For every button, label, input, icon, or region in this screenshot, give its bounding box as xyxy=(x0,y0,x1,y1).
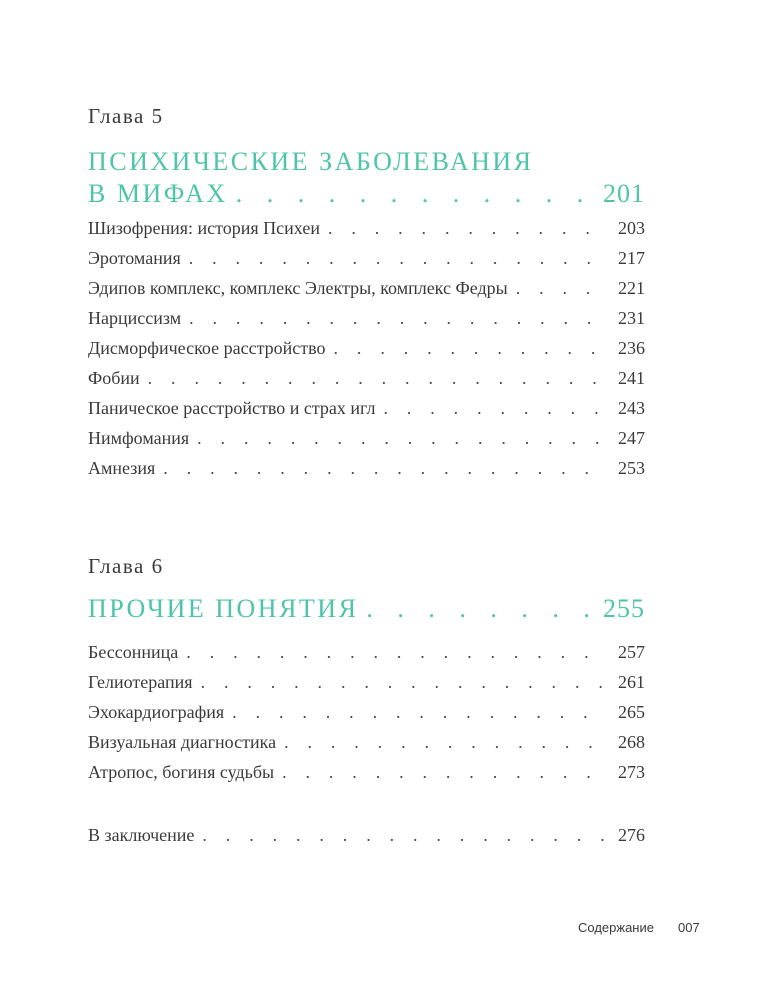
toc-entry-page: 268 xyxy=(618,732,645,752)
toc-entry-text: Паническое расстройство и страх игл xyxy=(88,398,376,418)
toc-entry-page: 253 xyxy=(618,458,645,478)
chapter-5-page-number: 201 xyxy=(603,179,645,208)
toc-entry-page: 243 xyxy=(618,398,645,418)
toc-entry-page: 276 xyxy=(618,825,645,845)
chapter-5-title-text-2: В МИФАХ xyxy=(88,179,228,208)
toc-entry-page: 241 xyxy=(618,368,645,388)
toc-entry-page: 273 xyxy=(618,762,645,782)
chapter-5-title-text-1: ПСИХИЧЕСКИЕ ЗАБОЛЕВАНИЯ xyxy=(88,147,534,176)
chapter-5-title-line2 xyxy=(88,178,645,210)
toc-entry-narcissism[interactable] xyxy=(88,307,645,329)
footer-page-number: 007 xyxy=(677,920,700,935)
toc-entry-dysmorphic-disorder[interactable] xyxy=(88,337,645,359)
chapter-6-page-number: 255 xyxy=(603,594,645,623)
dot-leader xyxy=(197,427,607,449)
dot-leader xyxy=(366,593,599,625)
toc-entry-text: Гелиотерапия xyxy=(88,672,193,692)
toc-entry-page: 236 xyxy=(618,338,645,358)
toc-entry-heliotherapy[interactable] xyxy=(88,671,645,693)
dot-leader xyxy=(334,337,607,359)
dot-leader xyxy=(189,307,607,329)
toc-entry-text: Визуальная диагностика xyxy=(88,732,277,752)
toc-entry-page: 265 xyxy=(618,702,645,722)
dot-leader xyxy=(284,731,607,753)
toc-entry-schizophrenia[interactable] xyxy=(88,217,645,239)
toc-entry-text: Нимфомания xyxy=(88,428,190,448)
toc-entry-text: Бессонница xyxy=(88,642,179,662)
chapter-5-title[interactable] xyxy=(88,146,645,210)
dot-leader xyxy=(189,247,607,269)
toc-entry-text: Эдипов комплекс, комплекс Электры, комплекс Федры xyxy=(88,278,508,298)
dot-leader xyxy=(282,761,607,783)
toc-entry-text: Дисморфическое расстройство xyxy=(88,338,326,358)
dot-leader xyxy=(163,457,607,479)
toc-entry-page: 217 xyxy=(618,248,645,268)
toc-entry-phobias[interactable] xyxy=(88,367,645,389)
toc-entry-text: Амнезия xyxy=(88,458,156,478)
dot-leader xyxy=(202,824,607,846)
toc-entry-amnesia[interactable] xyxy=(88,457,645,479)
toc-entry-text: Фобии xyxy=(88,368,140,388)
chapter-6-label: Глава 6 xyxy=(88,554,164,578)
toc-entry-atropos[interactable] xyxy=(88,761,645,783)
toc-entry-text: Эротомания xyxy=(88,248,181,268)
chapter-6-title-text: ПРОЧИЕ ПОНЯТИЯ xyxy=(88,594,359,623)
footer-section-title: Содержание xyxy=(578,920,654,935)
toc-entry-page: 247 xyxy=(618,428,645,448)
toc-entry-page: 257 xyxy=(618,642,645,662)
chapter-5-title-line1 xyxy=(88,146,645,178)
toc-entry-text: Атропос, богиня судьбы xyxy=(88,762,275,782)
toc-entry-echocardiography[interactable] xyxy=(88,701,645,723)
toc-entry-erotomania[interactable] xyxy=(88,247,645,269)
toc-entry-text: Шизофрения: история Психеи xyxy=(88,218,320,238)
chapter-6-title[interactable] xyxy=(88,593,645,625)
toc-entry-nymphomania[interactable] xyxy=(88,427,645,449)
dot-leader xyxy=(201,671,607,693)
chapter-6-title-line xyxy=(88,593,645,625)
toc-entry-page: 221 xyxy=(618,278,645,298)
dot-leader xyxy=(328,217,607,239)
toc-entry-text: Эхокардиография xyxy=(88,702,225,722)
toc-entry-panic-disorder[interactable] xyxy=(88,397,645,419)
toc-entry-text: В заключение xyxy=(88,825,195,845)
dot-leader xyxy=(516,277,607,299)
dot-leader xyxy=(148,367,607,389)
toc-entry-oedipus-complex[interactable] xyxy=(88,277,645,299)
dot-leader xyxy=(232,701,607,723)
toc-entry-conclusion[interactable] xyxy=(88,824,645,846)
toc-entry-text: Нарциссизм xyxy=(88,308,182,328)
dot-leader xyxy=(186,641,607,663)
toc-entry-insomnia[interactable] xyxy=(88,641,645,663)
dot-leader xyxy=(383,397,607,419)
toc-entry-page: 261 xyxy=(618,672,645,692)
toc-entry-page: 203 xyxy=(618,218,645,238)
toc-entry-visual-diagnostics[interactable] xyxy=(88,731,645,753)
chapter-5-label: Глава 5 xyxy=(88,104,164,128)
dot-leader xyxy=(236,178,599,210)
toc-entry-page: 231 xyxy=(618,308,645,328)
page-footer xyxy=(578,920,700,935)
